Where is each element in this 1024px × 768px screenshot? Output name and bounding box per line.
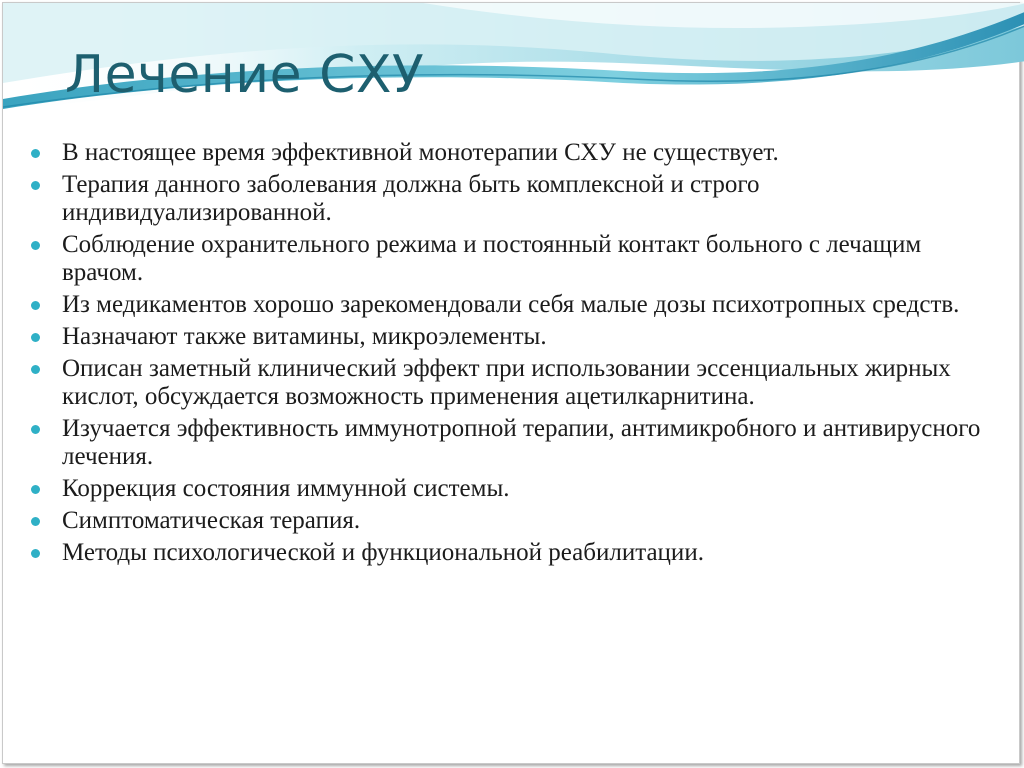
list-item — [31, 139, 1001, 167]
list-item — [31, 323, 1001, 351]
bullet-marker-icon — [31, 241, 40, 250]
bullet-marker-icon — [31, 149, 40, 158]
list-item — [31, 507, 1001, 535]
bullet-marker-icon — [31, 333, 40, 342]
list-item — [31, 475, 1001, 503]
slide-title: Лечение СХУ — [65, 45, 425, 105]
bullet-text: Соблюдение охранительного режима и постоянный контакт больного с лечащим врачом. — [62, 231, 922, 286]
bullet-text: Из медикаментов хорошо зарекомендовали себя малые дозы психотропных средств. — [62, 291, 960, 318]
bullet-text: Методы психологической и функциональной реабилитации. — [62, 539, 704, 566]
list-item — [31, 355, 1001, 411]
list-item — [31, 171, 1001, 227]
list-item — [31, 291, 1001, 319]
bullet-marker-icon — [31, 425, 40, 434]
bullet-list — [31, 139, 1001, 571]
bullet-marker-icon — [31, 549, 40, 558]
list-item — [31, 415, 1001, 471]
slide-frame — [2, 2, 1020, 764]
bullet-marker-icon — [31, 181, 40, 190]
bullet-text: Коррекция состояния иммунной системы. — [62, 475, 510, 502]
bullet-marker-icon — [31, 365, 40, 374]
bullet-text: Описан заметный клинический эффект при использовании эссенциальных жирных кислот, обсуждается возможность применения ацетилкарнитина. — [62, 355, 951, 410]
bullet-text: Терапия данного заболевания должна быть комплексной и строго индивидуализированной. — [62, 171, 760, 226]
list-item — [31, 539, 1001, 567]
bullet-marker-icon — [31, 301, 40, 310]
bullet-marker-icon — [31, 517, 40, 526]
bullet-text: Назначают также витамины, микроэлементы. — [62, 323, 547, 350]
bullet-text: Симптоматическая терапия. — [62, 507, 361, 534]
bullet-marker-icon — [31, 485, 40, 494]
bullet-text: Изучается эффективность иммунотропной терапии, антимикробного и антивирусного лечения. — [62, 415, 981, 470]
bullet-text: В настоящее время эффективной монотерапии СХУ не существует. — [62, 139, 779, 166]
list-item — [31, 231, 1001, 287]
